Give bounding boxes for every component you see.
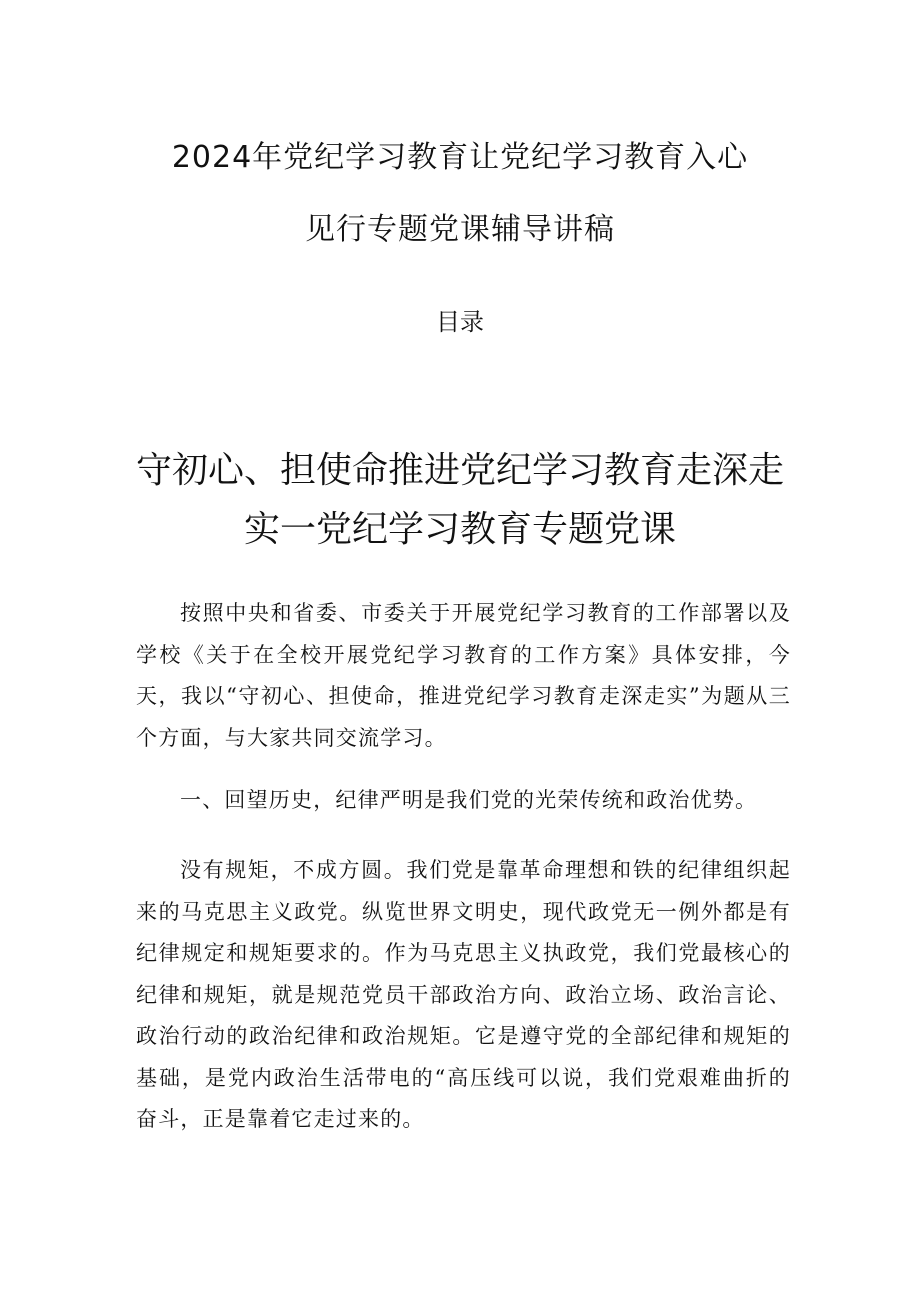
section-title-line-1: 守初心、担使命推进党纪学习教育走深走 <box>135 450 784 491</box>
table-of-contents-heading: 目录 <box>436 308 484 336</box>
body-paragraph-1: 没有规矩，不成方圆。我们党是靠革命理想和铁的纪律组织起来的马克思主义政党。纵览世界文明史，现代政党无一例外都是有纪律规定和规矩要求的。作为马克思主义执政党，我们党最核心的纪律和规矩，就是规范党员干部政治方向、政治立场、政治言论、政治行动的政治纪律和政治规矩。它是遵守党的全部纪律和规矩的基础，是党内政治生活带电的“高压线可以说，我们党艰难曲折的奋斗，正是靠着它走过来的。 <box>136 858 791 1131</box>
section-title-line-2: 实一党纪学习教育专题党课 <box>243 509 676 550</box>
subheading-1: 一、回望历史，纪律严明是我们党的光荣传统和政治优势。 <box>180 788 758 812</box>
intro-paragraph: 按照中央和省委、市委关于开展党纪学习教育的工作部署以及学校《关于在全校开展党纪学习教育的工作方案》具体安排，今天，我以“守初心、担使命，推进党纪学习教育走深走实”为题从三个方面，与大家共同交流学习。 <box>136 601 791 750</box>
document-title-line-2: 见行专题党课辅导讲稿 <box>305 212 615 247</box>
document-title-line-1: 2024年党纪学习教育让党纪学习教育入心 <box>171 140 749 175</box>
